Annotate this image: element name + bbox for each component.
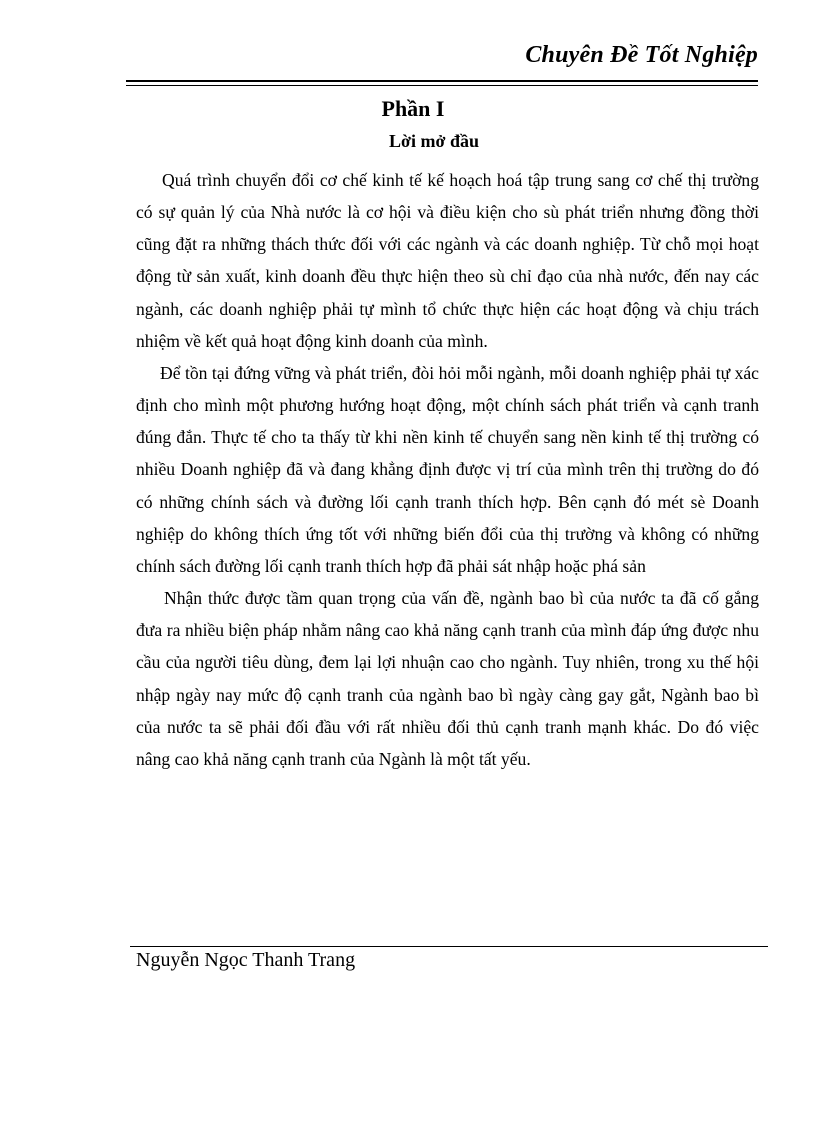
part-heading-text: Phần I bbox=[381, 96, 445, 121]
section-subtitle-text: Lời mở đầu bbox=[389, 131, 479, 151]
running-header-title: Chuyên Đề Tốt Nghiệp bbox=[525, 42, 758, 68]
section-subtitle bbox=[0, 131, 816, 152]
header-rule bbox=[126, 80, 758, 82]
paragraph: Quá trình chuyển đổi cơ chế kinh tế kế hoạch hoá tập trung sang cơ chế thị trường có sự quản lý của Nhà nước là cơ hội và điều kiện cho sù phát triển nhưng đồng thời cũng đặt ra những thách thức đối với các ngành và các doanh nghiệp. Từ chỗ mọi hoạt động từ sản xuất, kinh doanh đều thực hiện theo sù chỉ đạo của nhà nước, đến nay các ngành, các doanh nghiệp phải tự mình tổ chức thực hiện các hoạt động và chịu trách nhiệm về kết quả hoạt động kinh doanh của mình. bbox=[136, 170, 759, 351]
paragraph: Để tồn tại đứng vững và phát triển, đòi hỏi mỗi ngành, mỗi doanh nghiệp phải tự xác định cho mình một phương hướng hoạt động, một chính sách phát triển và cạnh tranh đúng đắn. Thực tế cho ta thấy từ khi nền kinh tế chuyển sang nền kinh tế thị trường có nhiều Doanh nghiệp đã và đang khẳng định được vị trí của mình trên thị trường do đó có những chính sách và đường lối cạnh tranh thích hợp. Bên cạnh đó mét sè Doanh nghiệp do không thích ứng tốt với những biến đổi của thị trường và không có những chính sách đường lối cạnh tranh thích hợp đã phải sát nhập hoặc phá sản bbox=[136, 362, 759, 576]
footer-author: Nguyễn Ngọc Thanh Trang bbox=[136, 949, 356, 971]
paragraph: Nhận thức được tầm quan trọng của vấn đề, ngành bao bì của nước ta đã cố gắng đưa ra nhiều biện pháp nhằm nâng cao khả năng cạnh tranh của mình đáp ứng được nhu cầu của người tiêu dùng, đem lại lợi nhuận cao cho ngành. Tuy nhiên, trong xu thế hội nhập ngày nay mức độ cạnh tranh của ngành bao bì ngày càng gay gắt, Ngành bao bì của nước ta sẽ phải đối đầu với rất nhiều đối thủ cạnh tranh mạnh khác. Do đó việc nâng cao khả năng cạnh tranh của Ngành là một tất yếu. bbox=[136, 588, 759, 769]
part-heading bbox=[0, 96, 816, 122]
body-text bbox=[136, 164, 759, 775]
header-rule-thin bbox=[126, 85, 758, 86]
